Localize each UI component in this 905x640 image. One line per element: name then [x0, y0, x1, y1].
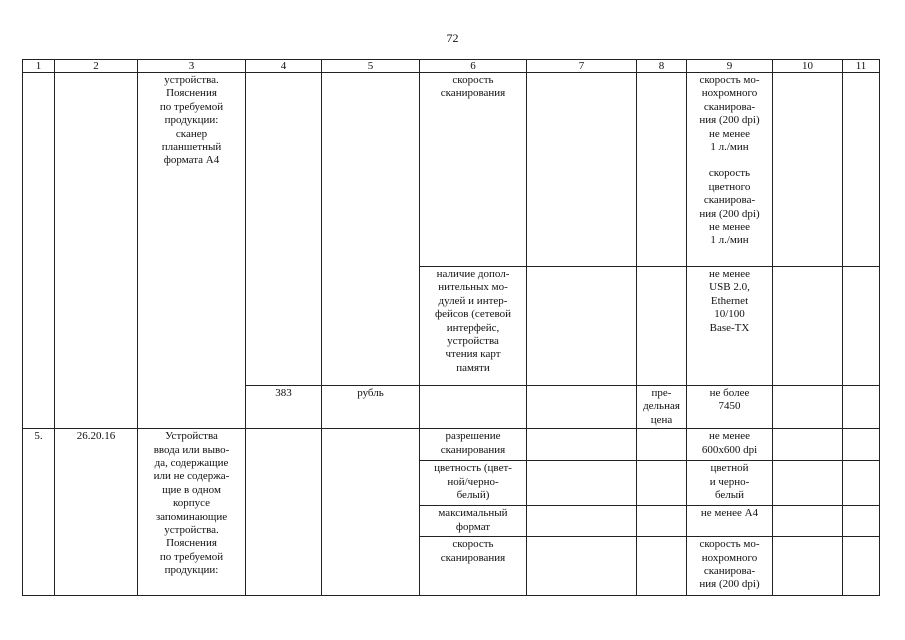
requirement-cell — [687, 267, 773, 386]
column-number: 3 — [138, 60, 246, 73]
column-number: 6 — [420, 60, 527, 73]
empty-cell — [637, 267, 687, 386]
requirement-cell — [687, 537, 773, 596]
characteristic-name: максимальный формат — [438, 507, 508, 533]
column-number: 4 — [246, 60, 322, 73]
empty-cell — [773, 73, 843, 267]
unit-name: рубль — [357, 387, 384, 399]
empty-cell — [637, 73, 687, 267]
column-number: 8 — [637, 60, 687, 73]
unit-name-cell — [322, 429, 420, 596]
empty-cell — [637, 429, 687, 461]
column-number: 7 — [527, 60, 637, 73]
table-row — [23, 429, 880, 461]
item-number-cell — [23, 429, 55, 596]
characteristic-cell — [420, 73, 527, 267]
item-number: 5. — [34, 430, 43, 443]
price-limit: не более 7450 — [709, 387, 750, 413]
characteristic-cell — [420, 506, 527, 537]
code-cell — [55, 73, 138, 429]
empty-cell — [843, 429, 880, 461]
okpd-code: 26.20.16 — [76, 430, 116, 443]
characteristic-cell — [420, 537, 527, 596]
requirement-value: скорость цветного сканирова- ния (200 dpi) не менее 1 л./мин — [699, 167, 760, 247]
empty-cell — [527, 267, 637, 386]
empty-cell — [773, 461, 843, 506]
item-description: Устройства ввода или выво- да, содержащие или не содержа- щие в одном корпусе запоминающие устройства. Пояснения по требуемой продукции: — [153, 430, 230, 577]
requirement-value: не менее 600x600 dpi — [701, 430, 758, 456]
empty-cell — [773, 506, 843, 537]
requirement-value: скорость мо- нохромного сканирова- ния (200 dpi) не менее 1 л./мин — [699, 74, 760, 154]
requirement-value: скорость мо- нохромного сканирова- ния (200 dpi) — [699, 538, 760, 591]
code-cell — [55, 429, 138, 596]
empty-cell — [637, 461, 687, 506]
empty-cell — [527, 537, 637, 596]
column-number-row — [23, 60, 880, 73]
empty-cell — [420, 386, 527, 429]
empty-cell — [527, 386, 637, 429]
characteristic-name: цветность (цвет- ной/черно- белый) — [434, 462, 512, 502]
requirement-value: не менее USB 2.0, Ethernet 10/100 Base-TX — [708, 268, 750, 334]
unit-name-cell — [322, 386, 420, 429]
characteristic-cell — [420, 429, 527, 461]
price-type: пре- дельная цена — [643, 387, 680, 426]
requirement-cell — [687, 386, 773, 429]
empty-cell — [773, 429, 843, 461]
unit-code-cell — [246, 429, 322, 596]
empty-cell — [637, 506, 687, 537]
empty-cell — [773, 386, 843, 429]
empty-cell — [843, 461, 880, 506]
requirement-value: цветной и черно- белый — [709, 462, 750, 502]
characteristic-cell — [420, 461, 527, 506]
empty-cell — [773, 537, 843, 596]
column-number: 11 — [843, 60, 880, 73]
empty-cell — [527, 73, 637, 267]
empty-cell — [773, 267, 843, 386]
empty-cell — [843, 537, 880, 596]
item-description-cell — [138, 429, 246, 596]
requirements-table — [22, 59, 880, 596]
characteristic-name: наличие допол- нительных мо- дулей и интер- фейсов (сетевой интерфейс, устройства чтения карт памяти — [435, 268, 511, 374]
unit-code: 383 — [275, 387, 292, 399]
column-number: 1 — [23, 60, 55, 73]
item-description: устройства. Пояснения по требуемой продукции: сканер планшетный формата А4 — [159, 74, 224, 167]
requirement-value: не менее А4 — [700, 507, 759, 520]
requirement-cell — [687, 73, 773, 267]
empty-cell — [843, 267, 880, 386]
column-number: 9 — [687, 60, 773, 73]
page-number: 72 — [446, 31, 459, 45]
empty-cell — [843, 73, 880, 267]
empty-cell — [637, 537, 687, 596]
empty-cell — [527, 506, 637, 537]
price-type-cell — [637, 386, 687, 429]
item-description-cell — [138, 73, 246, 429]
item-number-cell — [23, 73, 55, 429]
unit-code-cell — [246, 386, 322, 429]
empty-cell — [843, 506, 880, 537]
requirement-cell — [687, 429, 773, 461]
column-number: 10 — [773, 60, 843, 73]
characteristic-name: разрешение сканирования — [440, 430, 506, 456]
characteristic-name: скорость сканирования — [440, 74, 506, 100]
empty-cell — [527, 461, 637, 506]
unit-code-cell — [246, 73, 322, 386]
empty-cell — [527, 429, 637, 461]
table-row — [23, 73, 880, 267]
requirement-cell — [687, 506, 773, 537]
unit-name-cell — [322, 73, 420, 386]
characteristic-cell — [420, 267, 527, 386]
column-number: 2 — [55, 60, 138, 73]
column-number: 5 — [322, 60, 420, 73]
empty-cell — [843, 386, 880, 429]
characteristic-name: скорость сканирования — [440, 538, 506, 564]
requirement-cell — [687, 461, 773, 506]
